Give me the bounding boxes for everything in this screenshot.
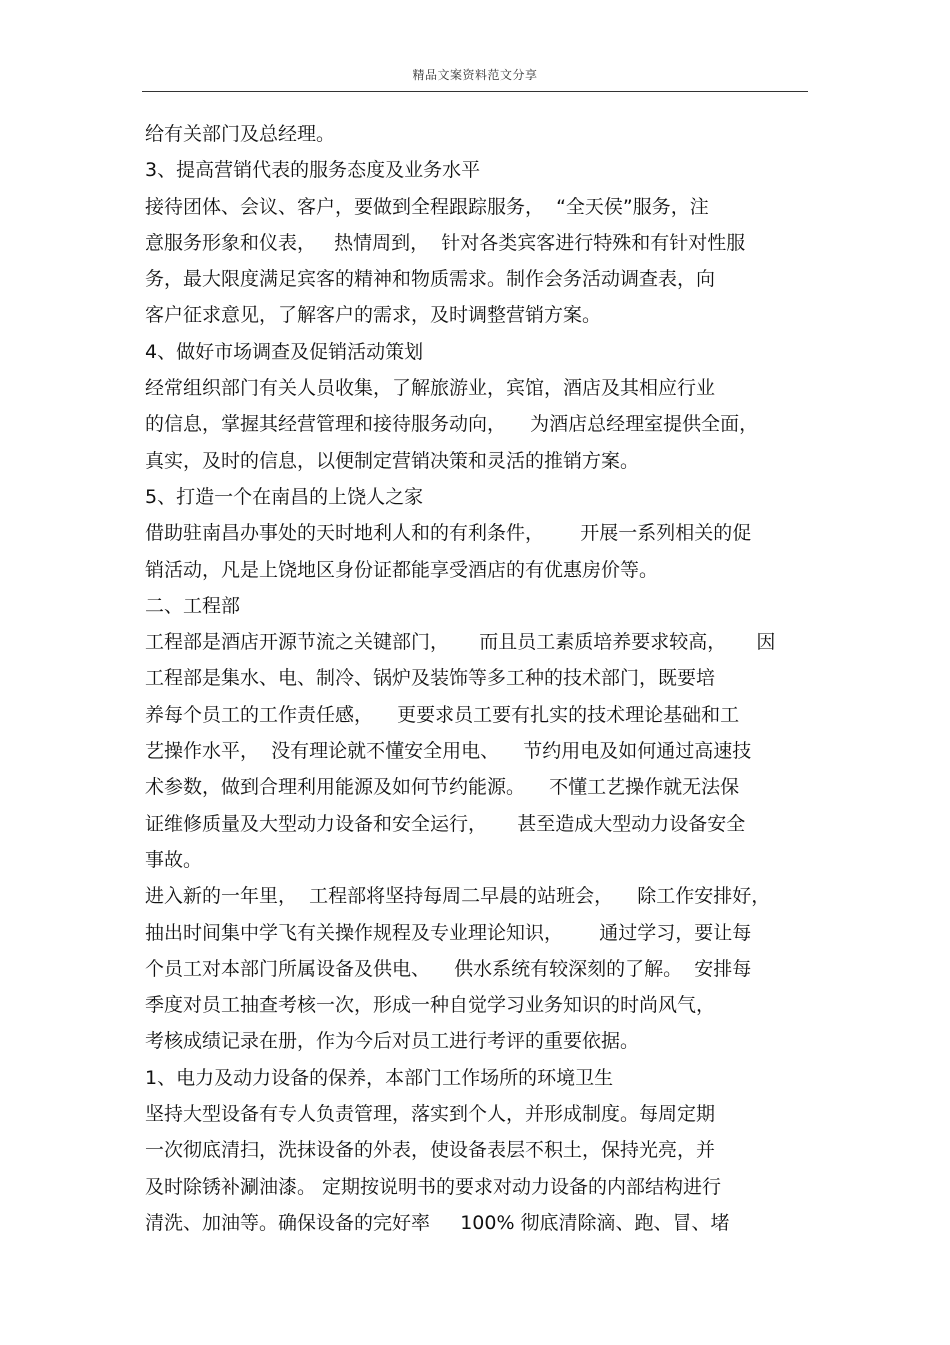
section-heading: 5、打造一个在南昌的上饶人之家	[145, 485, 424, 508]
text-line: 清洗、加油等。确保设备的完好率 100% 彻底清除滴、跑、冒、堵	[145, 1211, 730, 1234]
text-line: 术参数，做到合理利用能源及如何节约能源。 不懂工艺操作就无法保	[145, 776, 740, 799]
document-body	[145, 116, 810, 1241]
text-line: 坚持大型设备有专人负责管理，落实到个人，并形成制度。每周定期	[145, 1103, 716, 1126]
text-line: 季度对员工抽查考核一次，形成一种自觉学习业务知识的时尚风气，	[145, 994, 716, 1017]
text-line: 给有关部门及总经理。	[145, 123, 336, 145]
text-line: 工程部是集水、电、制冷、锅炉及装饰等多工种的技术部门，既要培	[145, 667, 716, 690]
section-heading: 4、做好市场调查及促销活动策划	[145, 340, 424, 363]
text-line: 务，最大限度满足宾客的精神和物质需求。制作会务活动调查表，向	[145, 268, 716, 291]
text-line: 经常组织部门有关人员收集，了解旅游业，宾馆，酒店及其相应行业	[145, 377, 716, 400]
text-line: 的信息，掌握其经营管理和接待服务动向， 为酒店总经理室提供全面，	[145, 413, 759, 436]
text-line: 考核成绩记录在册，作为今后对员工进行考评的重要依据。	[145, 1030, 640, 1053]
header-divider	[142, 91, 808, 92]
text-line: 进入新的一年里， 工程部将坚持每周二早晨的站班会， 除工作安排好，	[145, 885, 771, 908]
text-line: 个员工对本部门所属设备及供电、 供水系统有较深刻的了解。 安排每	[145, 957, 752, 980]
text-line: 工程部是酒店开源节流之关键部门， 而且员工素质培养要求较高， 因	[145, 631, 776, 654]
text-line: 销活动，凡是上饶地区身份证都能享受酒店的有优惠房价等。	[145, 558, 659, 581]
section-heading: 二、工程部	[145, 594, 241, 617]
text-line: 真实，及时的信息，以便制定营销决策和灵活的推销方案。	[145, 449, 640, 472]
text-line: 客户征求意见，了解客户的需求，及时调整营销方案。	[145, 304, 602, 327]
section-heading: 3、提高营销代表的服务态度及业务水平	[145, 159, 481, 182]
text-line: 借助驻南昌办事处的天时地利人和的有利条件， 开展一系列相关的促	[145, 522, 752, 545]
text-line: 证维修质量及大型动力设备和安全运行， 甚至造成大型动力设备安全	[145, 812, 746, 835]
text-line: 意服务形象和仪表， 热情周到， 针对各类宾客进行特殊和有针对性服	[145, 231, 746, 254]
text-line: 艺操作水平， 没有理论就不懂安全用电、 节约用电及如何通过高速技	[145, 740, 752, 763]
text-line: 事故。	[145, 848, 203, 871]
text-line: 及时除锈补涮油漆。 定期按说明书的要求对动力设备的内部结构进行	[145, 1175, 722, 1198]
page-header-title: 精品文案资料范文分享	[412, 68, 538, 82]
text-line: 一次彻底清扫，洗抹设备的外表，使设备表层不积土，保持光亮，并	[145, 1139, 716, 1162]
text-line: 接待团体、会议、客户，要做到全程跟踪服务， “全天侯”服务，注	[145, 195, 709, 218]
text-line: 养每个员工的工作责任感， 更要求员工要有扎实的技术理论基础和工	[145, 703, 740, 726]
section-heading: 1、电力及动力设备的保养，本部门工作场所的环境卫生	[145, 1066, 614, 1089]
text-line: 抽出时间集中学飞有关操作规程及专业理论知识， 通过学习，要让每	[145, 921, 752, 944]
